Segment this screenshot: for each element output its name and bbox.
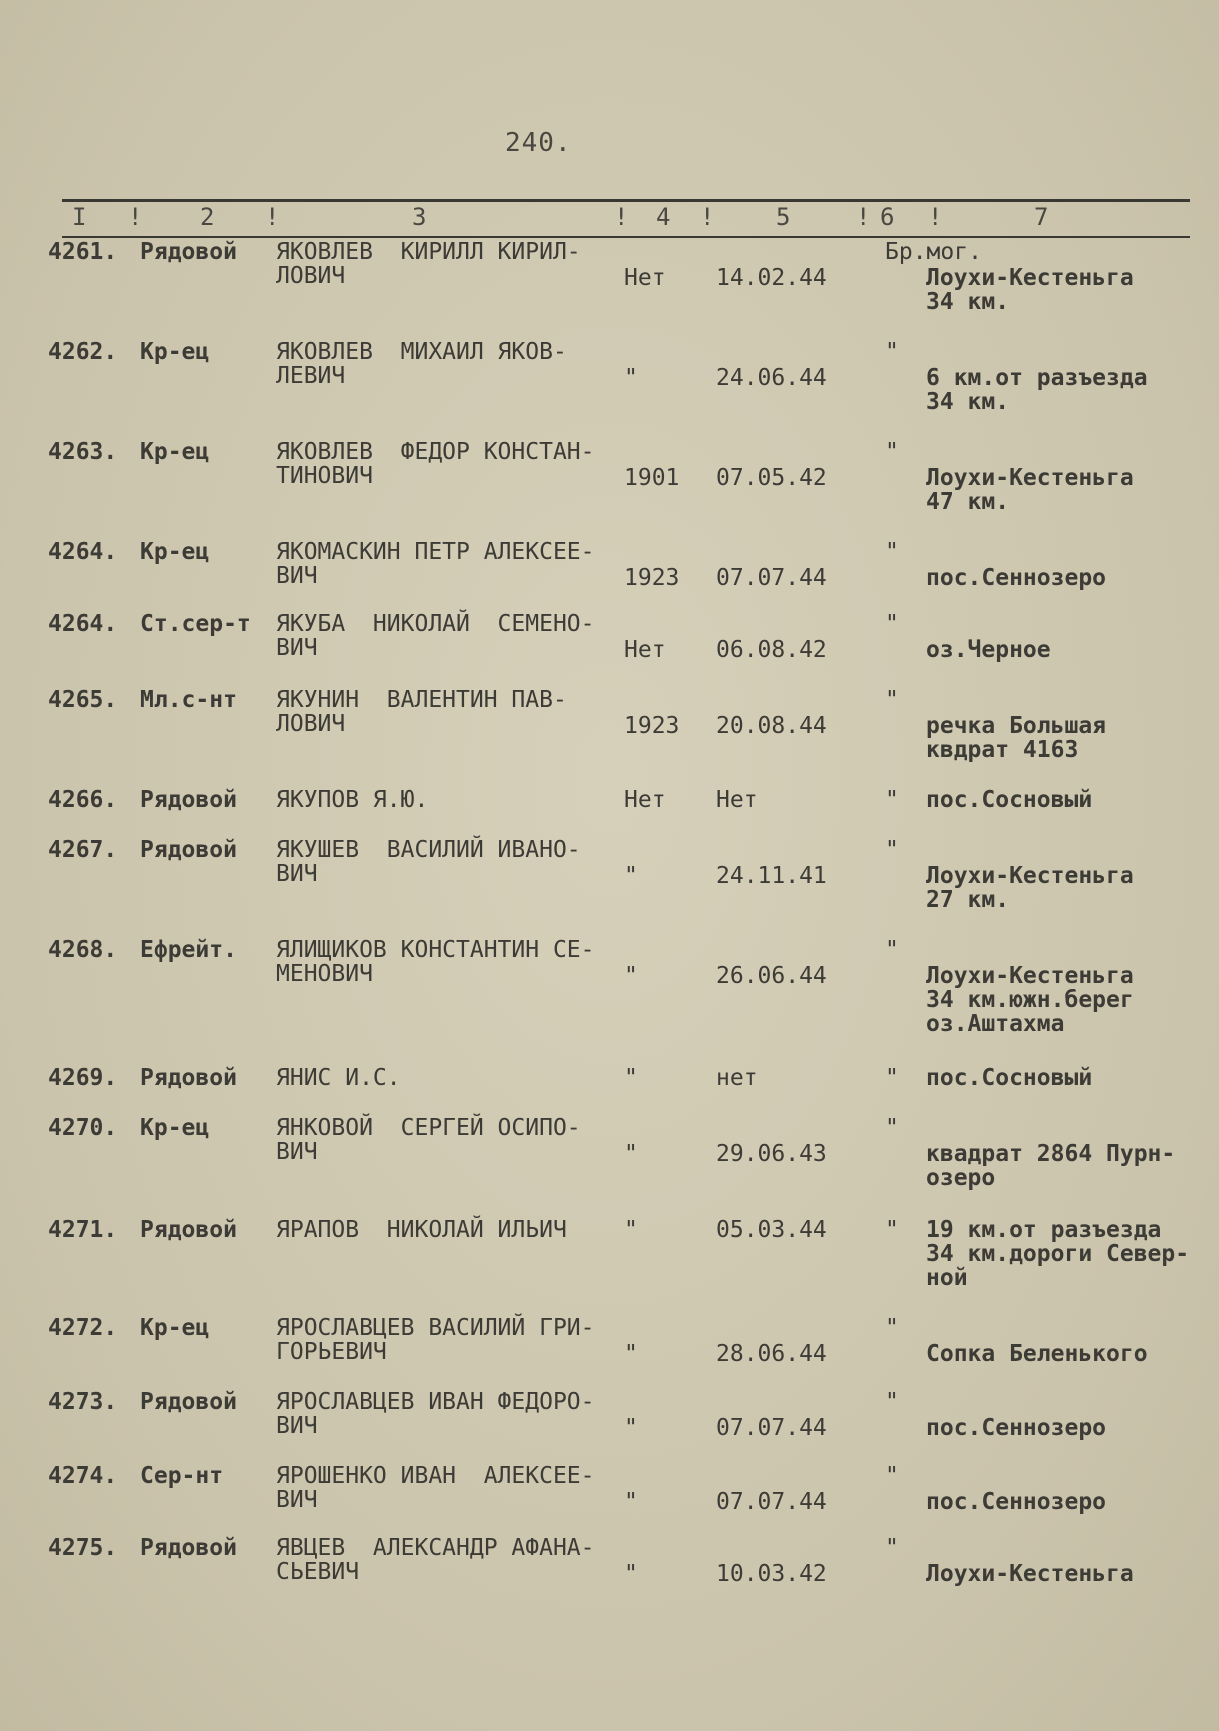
record-burial-place: [926, 466, 1134, 514]
record-number: 4273.: [48, 1389, 118, 1415]
record-name: [276, 788, 428, 812]
record-death-date: 24.11.41: [716, 863, 827, 889]
record-name-line: ЯКОВЛЕВ ФЕДОР КОНСТАН-: [276, 439, 595, 465]
record-burial-place-line: пос.Сосновый: [926, 1065, 1093, 1091]
record-burial-place-line: речка Большая: [926, 713, 1107, 739]
header-col-4: 4: [656, 203, 671, 231]
record-burial-place-line: 34 км.: [926, 289, 1010, 315]
record-name: [276, 938, 595, 986]
header-col-1: I: [72, 203, 87, 231]
record-rank: Рядовой: [140, 1535, 237, 1561]
record-burial-type-line: ": [885, 1115, 899, 1141]
header-col-3: 3: [412, 203, 427, 231]
record-birth-year: Нет: [624, 787, 666, 813]
record-death-date: 06.08.42: [716, 637, 827, 663]
record-name-line: ЯРОСЛАВЦЕВ ИВАН ФЕДОРО-: [276, 1389, 595, 1415]
record-birth-year: ": [624, 863, 638, 889]
record-burial-type-line: ": [885, 439, 899, 465]
record-name-line: ЯКУШЕВ ВАСИЛИЙ ИВАНО-: [276, 837, 581, 863]
record-burial-place-line: Лоухи-Кестеньга: [926, 1561, 1134, 1587]
record-burial-place: [926, 1218, 1189, 1290]
record-number: 4269.: [48, 1065, 118, 1091]
header-col-5: 5: [776, 203, 791, 231]
record-burial-place: [926, 864, 1134, 912]
record-burial-place-line: 19 км.от разъезда: [926, 1217, 1162, 1243]
record-death-date: 07.05.42: [716, 465, 827, 491]
record-burial-place: [926, 266, 1134, 314]
record-burial-place-line: ной: [926, 1265, 968, 1291]
record-burial-type-line: ": [885, 687, 899, 713]
record-burial-place-line: оз.Аштахма: [926, 1011, 1065, 1037]
record-rank: Рядовой: [140, 239, 237, 265]
record-name-line: ЯКУНИН ВАЛЕНТИН ПАВ-: [276, 687, 567, 713]
record-burial-type-line: ": [885, 787, 899, 813]
record-number: 4265.: [48, 687, 118, 713]
record-death-date: 05.03.44: [716, 1217, 827, 1243]
record-burial-place-line: 6 км.от разъезда: [926, 365, 1148, 391]
record-name: [276, 340, 567, 388]
record-burial-type-line: Бр.: [885, 239, 927, 265]
record-name-line: ЯВЦЕВ АЛЕКСАНДР АФАНА-: [276, 1535, 595, 1561]
page-number: 240.: [505, 128, 572, 158]
record-name-line: ВИЧ: [276, 861, 318, 887]
record-number: 4271.: [48, 1217, 118, 1243]
header-col-7: 7: [1034, 203, 1049, 231]
record-burial-type: [885, 938, 899, 962]
record-name-line: ЛОВИЧ: [276, 711, 346, 737]
record-burial-type: [885, 1066, 899, 1090]
record-name-line: ЯКОВЛЕВ МИХАИЛ ЯКОВ-: [276, 339, 567, 365]
record-burial-type: [885, 612, 899, 636]
record-rank: Кр-ец: [140, 1115, 210, 1141]
record-burial-type: [885, 540, 899, 564]
record-number: 4263.: [48, 439, 118, 465]
record-burial-place-line: 47 км.: [926, 489, 1010, 515]
record-burial-type: [885, 838, 899, 862]
record-death-date: 07.07.44: [716, 1415, 827, 1441]
record-death-date: 24.06.44: [716, 365, 827, 391]
record-burial-place-line: оз.Черное: [926, 637, 1051, 663]
record-burial-type-line: ": [885, 339, 899, 365]
record-death-date: Нет: [716, 787, 758, 813]
record-burial-place-line: пос.Сеннозеро: [926, 1489, 1107, 1515]
header-col-2: 2: [200, 203, 215, 231]
record-burial-type: [885, 788, 899, 812]
record-death-date: 20.08.44: [716, 713, 827, 739]
record-burial-place-line: Лоухи-Кестеньга: [926, 863, 1134, 889]
record-number: 4267.: [48, 837, 118, 863]
record-burial-type: [885, 1536, 899, 1560]
record-burial-type: [885, 1464, 899, 1488]
record-name-line: МЕНОВИЧ: [276, 961, 373, 987]
record-birth-year: ": [624, 1217, 638, 1243]
record-name-line: ЯКУПОВ Я.Ю.: [276, 787, 429, 813]
record-death-date: 26.06.44: [716, 963, 827, 989]
record-death-date: 10.03.42: [716, 1561, 827, 1587]
record-rank: Мл.с-нт: [140, 687, 237, 713]
record-name-line: ВИЧ: [276, 563, 318, 589]
record-name-line: СЬЕВИЧ: [276, 1559, 360, 1585]
record-name-line: ЯРАПОВ НИКОЛАЙ ИЛЬИЧ: [276, 1217, 567, 1243]
record-name-line: ГОРЬЕВИЧ: [276, 1339, 387, 1365]
record-burial-place-line: озеро: [926, 1165, 996, 1191]
record-burial-type-line: ": [885, 611, 899, 637]
record-burial-type: [885, 240, 982, 264]
header-separator: !: [265, 203, 280, 231]
record-name: [276, 1390, 595, 1438]
record-burial-place: [926, 964, 1134, 1036]
record-burial-place-line: пос.Сеннозеро: [926, 565, 1107, 591]
record-birth-year: 1923: [624, 713, 680, 739]
record-death-date: 07.07.44: [716, 565, 827, 591]
header-separator: !: [128, 203, 143, 231]
record-rank: Рядовой: [140, 787, 237, 813]
record-number: 4264.: [48, 539, 118, 565]
record-name: [276, 1116, 581, 1164]
record-burial-place-line: Сопка Беленького: [926, 1341, 1148, 1367]
record-burial-type-line: ": [885, 937, 899, 963]
record-name: [276, 838, 581, 886]
record-birth-year: ": [624, 963, 638, 989]
record-name-line: ВИЧ: [276, 635, 318, 661]
record-name-line: ТИНОВИЧ: [276, 463, 373, 489]
record-death-date: 28.06.44: [716, 1341, 827, 1367]
record-rank: Кр-ец: [140, 439, 210, 465]
record-name-line: ЯНКОВОЙ СЕРГЕЙ ОСИПО-: [276, 1115, 581, 1141]
record-rank: Сер-нт: [140, 1463, 224, 1489]
record-number: 4268.: [48, 937, 118, 963]
record-burial-place-line: пос.Сеннозеро: [926, 1415, 1107, 1441]
record-burial-type: [885, 688, 899, 712]
record-rank: Рядовой: [140, 1217, 237, 1243]
record-birth-year: ": [624, 1415, 638, 1441]
record-number: 4270.: [48, 1115, 118, 1141]
record-birth-year: ": [624, 1489, 638, 1515]
record-burial-type-line: ": [885, 1389, 899, 1415]
record-rank: Рядовой: [140, 1389, 237, 1415]
record-burial-place-line: 27 км.: [926, 887, 1010, 913]
record-number: 4264.: [48, 611, 118, 637]
header-col-6: 6: [880, 203, 895, 231]
record-burial-place-line: 34 км.: [926, 389, 1010, 415]
record-name: [276, 540, 595, 588]
record-name: [276, 240, 581, 288]
record-number: 4262.: [48, 339, 118, 365]
record-burial-type-line: ": [885, 1535, 899, 1561]
record-name-line: ЯРОШЕНКО ИВАН АЛЕКСЕЕ-: [276, 1463, 595, 1489]
record-number: 4274.: [48, 1463, 118, 1489]
record-birth-year: 1923: [624, 565, 680, 591]
record-name-line: ЯКОМАСКИН ПЕТР АЛЕКСЕЕ-: [276, 539, 595, 565]
record-rank: Кр-ец: [140, 339, 210, 365]
record-birth-year: ": [624, 1341, 638, 1367]
record-name-line: ЛЕВИЧ: [276, 363, 346, 389]
record-burial-place-line: Лоухи-Кестеньга: [926, 963, 1134, 989]
record-name: [276, 440, 595, 488]
record-burial-type-line: ": [885, 837, 899, 863]
record-birth-year: 1901: [624, 465, 680, 491]
record-name-line: ВИЧ: [276, 1487, 318, 1513]
record-burial-type-line: ": [885, 1217, 899, 1243]
record-death-date: нет: [716, 1065, 758, 1091]
record-burial-type-line: ": [885, 1315, 899, 1341]
record-burial-type: [885, 1316, 899, 1340]
record-burial-type: [885, 1116, 899, 1140]
record-name: [276, 1536, 595, 1584]
record-burial-place-line: квадрат 2864 Пурн-: [926, 1141, 1176, 1167]
header-separator: !: [856, 203, 871, 231]
record-rank: Кр-ец: [140, 1315, 210, 1341]
record-birth-year: Нет: [624, 265, 666, 291]
record-name: [276, 1066, 401, 1090]
record-death-date: 14.02.44: [716, 265, 827, 291]
header-separator: !: [928, 203, 943, 231]
record-burial-place: [926, 566, 1106, 590]
record-number: 4275.: [48, 1535, 118, 1561]
record-name-line: ВИЧ: [276, 1139, 318, 1165]
record-burial-place: [926, 714, 1106, 762]
record-burial-type: [885, 1390, 899, 1414]
record-burial-place-line: квдрат 4163: [926, 737, 1079, 763]
record-burial-type-line: ": [885, 1463, 899, 1489]
record-rank: Ст.сер-т: [140, 611, 251, 637]
record-number: 4261.: [48, 239, 118, 265]
record-burial-place: [926, 1562, 1134, 1586]
record-burial-type-line: ": [885, 539, 899, 565]
record-name-line: ВИЧ: [276, 1413, 318, 1439]
record-burial-place: [926, 1066, 1092, 1090]
record-burial-type: [885, 1218, 899, 1242]
record-rank: Ефрейт.: [140, 937, 237, 963]
record-name: [276, 1464, 595, 1512]
record-burial-place-line: Лоухи-Кестеньга: [926, 465, 1134, 491]
record-burial-place: [926, 1342, 1148, 1366]
record-burial-place-line: 34 км.дороги Север-: [926, 1241, 1190, 1267]
record-burial-place: [926, 1416, 1106, 1440]
record-burial-place-line: пос.Сосновый: [926, 787, 1093, 813]
record-burial-type: [885, 440, 899, 464]
record-name-line: ЯЛИЩИКОВ КОНСТАНТИН СЕ-: [276, 937, 595, 963]
record-burial-place: [926, 1142, 1175, 1190]
record-name: [276, 612, 595, 660]
record-burial-place: [926, 788, 1092, 812]
record-birth-year: Нет: [624, 637, 666, 663]
record-name: [276, 1218, 567, 1242]
record-name-line: ЯКУБА НИКОЛАЙ СЕМЕНО-: [276, 611, 595, 637]
record-name-line: ЯРОСЛАВЦЕВ ВАСИЛИЙ ГРИ-: [276, 1315, 595, 1341]
record-name-line: ЯНИС И.С.: [276, 1065, 401, 1091]
record-burial-place: [926, 366, 1148, 414]
record-name-line: ЛОВИЧ: [276, 263, 346, 289]
record-rank: Рядовой: [140, 1065, 237, 1091]
record-rank: Рядовой: [140, 837, 237, 863]
record-burial-type: [885, 340, 899, 364]
record-burial-type-line: мог.: [926, 239, 982, 265]
record-name: [276, 688, 567, 736]
record-number: 4272.: [48, 1315, 118, 1341]
record-birth-year: ": [624, 1065, 638, 1091]
record-burial-place: [926, 1490, 1106, 1514]
record-burial-place: [926, 638, 1051, 662]
record-birth-year: ": [624, 365, 638, 391]
record-number: 4266.: [48, 787, 118, 813]
record-birth-year: ": [624, 1561, 638, 1587]
record-burial-place-line: Лоухи-Кестеньга: [926, 265, 1134, 291]
record-name: [276, 1316, 595, 1364]
record-burial-type-line: ": [885, 1065, 899, 1091]
record-death-date: 29.06.43: [716, 1141, 827, 1167]
record-burial-place-line: 34 км.южн.берег: [926, 987, 1134, 1013]
record-death-date: 07.07.44: [716, 1489, 827, 1515]
record-rank: Кр-ец: [140, 539, 210, 565]
record-birth-year: ": [624, 1141, 638, 1167]
header-separator: !: [614, 203, 629, 231]
header-separator: !: [700, 203, 715, 231]
record-name-line: ЯКОВЛЕВ КИРИЛЛ КИРИЛ-: [276, 239, 581, 265]
